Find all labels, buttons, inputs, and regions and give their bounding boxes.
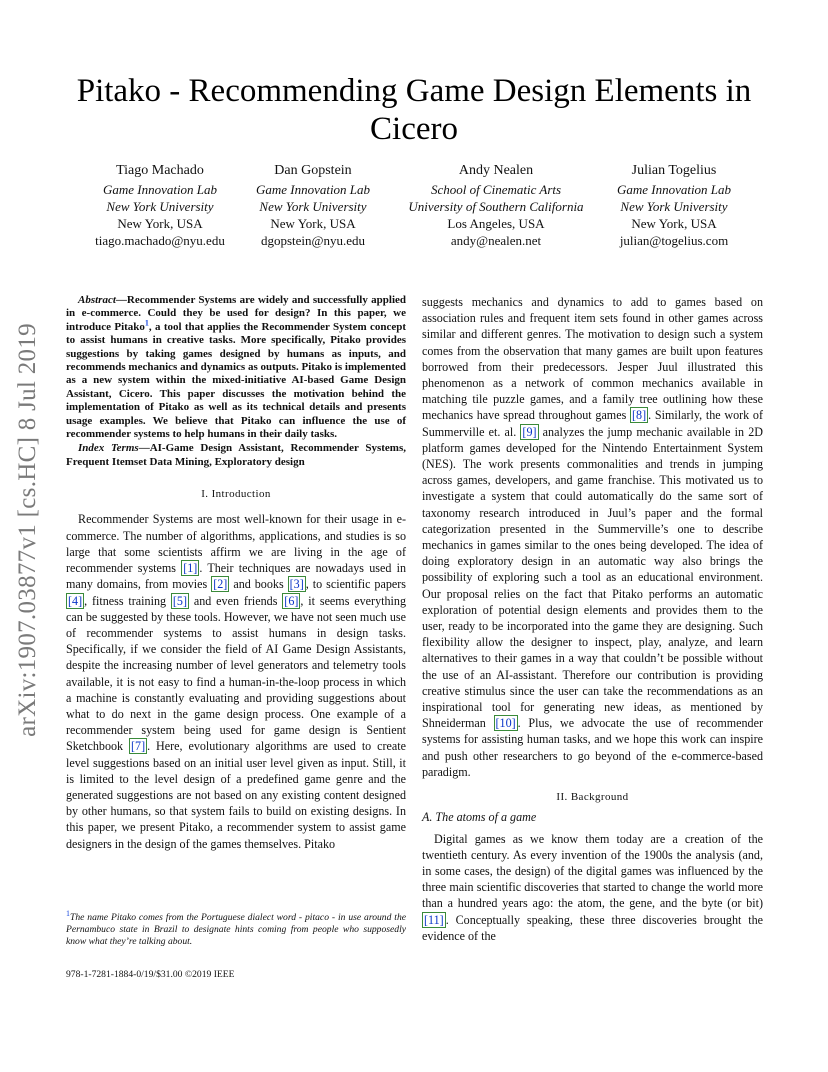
citation-link[interactable]: [1] [183,561,198,576]
paper-title: Pitako - Recommending Game Design Elements in Cicero [76,73,752,147]
index-terms [66,442,406,469]
intro-text: . Here, evolutionary algorithms are used to create level suggestions based on an initial user level given as input. Still, it is limited to the level design of a predefined game genre and the generated suggestions are not based on any existing content designed by other humans, so that system fails to build on existing designs. In this paper, we present Pitako, a recommender system to assist game designers in the design of the games themselves. Pitako [66,739,406,851]
intro-paragraph [66,511,406,851]
intro-text: , it seems everything can be suggested by these tools. However, we have not seen much use of recommender systems to assist humans in design tasks. Specifically, if we consider the field of AI Game Design Assistants, despite the increasing number of level generators and telemetry tools available, it is not easy to find a human-in-the-loop process in which a machine is constantly evaluating and providing suggestions about what to do next in the game design process. One example of a recommender system being used for game design is Sentient Sketchbook [66,593,406,754]
author-email[interactable]: julian@togelius.com [619,233,729,248]
author-affiliation: Game Innovation Lab [102,182,218,197]
author-location: New York, USA [631,216,717,231]
intro-text: . Similarly, the work of Summerville et. al. [422,408,763,439]
author-email[interactable]: tiago.machado@nyu.edu [95,233,225,248]
author-institution: New York University [259,199,367,214]
author-1 [90,162,230,249]
intro-text: and even friends [189,593,283,608]
intro-text: . Conceptually speaking, these three discoveries brought the evidence of the [422,912,763,943]
left-column [66,294,406,852]
abstract [66,294,406,441]
author-3 [396,162,596,249]
author-name: Andy Nealen [458,163,534,178]
section-heading-background: II. Background [556,791,629,804]
copyright-line: 978-1-7281-1884-0/19/$31.00 ©2019 IEEE [66,969,235,980]
citation-link[interactable]: [10] [495,716,516,731]
author-name: Tiago Machado [116,163,204,178]
intro-text: . Plus, we advocate the use of recommender systems for assisting human tasks, and we hope this work can inspire and push other researchers to go beyond of the e-commerce-based paradigm. [422,716,763,779]
footnote-text: The name Pitako comes from the Portuguese dialect word - pitaco - in use around the Pernambuco state in Brazil to designate hints coming from people who supposedly know what they’re talking about. [66,912,406,948]
author-affiliation: Game Innovation Lab [616,182,732,197]
intro-text: , to scientific papers [305,577,406,592]
intro-text: , fitness training [84,593,171,608]
author-email[interactable]: dgopstein@nyu.edu [260,233,366,248]
citation-link[interactable]: [2] [213,577,228,592]
abstract-text-b: , a tool that applies the Recommender System concept to assist humans in creative tasks. More specifically, Pitako provides suggestions by taking games designed by humans as inputs, and recommends mechanics and dynamics as outputs. Pitako is implemented as a new system within the mixed-initiative AI-based Game Design Assistant, Cicero. This paper discusses the motivation behind the implementation of Pitako as well as its technical details and presents usage examples. We believe that Pitako can influence the use of recommender systems to help humans in their daily tasks. [66,320,406,441]
footnote-marker[interactable]: 1 [144,318,149,328]
intro-text: Digital games as we know them today are a creation of the twentieth century. As every invention of the 1900s the analysis (and, in some cases, the design) of the digital games was influenced by the three main scientific discoveries that started to change the world more than a hundred years ago: the atom, the gene, and the byte (or bit) [422,831,763,911]
citation-link[interactable]: [8] [632,408,647,423]
subsection-heading: A. The atoms of a game [422,810,537,825]
author-name: Julian Togelius [631,163,717,178]
citation-link[interactable]: [9] [522,424,537,439]
intro-text: Recommender Systems are most well-known for their usage in e-commerce. The number of algorithms, applications, and studies is so large that some scientists affirm we are living in the age of recommender systems [66,512,406,576]
arxiv-identifier: arXiv:1907.03877v1 [cs.HC] 8 Jul 2019 [14,323,41,737]
index-terms-label: Index Terms [78,442,139,455]
section-heading-introduction: I. Introduction [201,488,271,501]
author-affiliation: School of Cinematic Arts [430,182,562,197]
abstract-label: Abstract [78,294,116,306]
author-2 [243,162,383,249]
intro-paragraph-continued [422,294,763,780]
author-affiliation: Game Innovation Lab [255,182,371,197]
author-institution: University of Southern California [408,199,584,214]
author-location: New York, USA [270,216,356,231]
author-email[interactable]: andy@nealen.net [450,233,542,248]
author-institution: New York University [106,199,214,214]
author-location: New York, USA [117,216,203,231]
arxiv-sidebar [8,300,48,760]
footnote [66,908,406,949]
author-name: Dan Gopstein [274,163,352,178]
citation-link[interactable]: [5] [172,593,187,608]
intro-text: and books [229,577,288,592]
citation-link[interactable]: [4] [68,593,83,608]
intro-text: suggests mechanics and dynamics to add to games based on association rules and frequent item sets found in other games across similar and different genres. The motivation to design such a system comes from the observation that many games are built upon features borrowed from their predecessors. Jesper Juul illustrated this phenomenon as a network of common mechanics available in matching tile puzzle games, and a family tree outlining how these mechanics have spread throughout games [422,295,763,423]
right-column [422,294,763,944]
author-4 [604,162,744,249]
author-institution: New York University [620,199,728,214]
background-paragraph [422,831,763,944]
author-location: Los Angeles, USA [447,216,545,231]
intro-text: analyzes the jump mechanic available in 2D platform games developed for the Nintendo Entertainment System (NES). The work presents commonalities and trends in jumping across games, developers, and game franchise. This motivated us to investigate a system that could automatically do the same sort of taxonomy research introduced in Juul’s paper and the formal categorization presented in the Summerville’s one to describe mechanics in games similar to the ones being developed. The idea of doing exploratory design in an automatic way also brings the possibility of exploring such a tool as an educational environment. Our proposal relies on the fact that Pitako performs an automatic exploration of potential design elements and provides them to the user, ready to be incorporated into the game they are designing. Such flexibility allow the designer to inspect, play, analyze, and learn alternatives to their games in a way that couldn’t be possible without the use of an AI-assistant. Therefore our contribution is providing creative stimulus since the user can take the recommendations as an inspirational tool for generating new ideas, as mentioned by Shneiderman [422,424,763,731]
citation-link[interactable]: [3] [289,577,304,592]
footnote-number: 1 [66,908,70,918]
intro-text: . Their techniques are nowadays used in many domains, from movies [66,561,406,592]
index-terms-text: —AI-Game Design Assistant, Recommender Systems, Frequent Itemset Data Mining, Exploratory design [66,442,406,468]
abstract-text-a: —Recommender Systems are widely and successfully applied in e-commerce. Could they be used for design? In this paper, we introduce Pitako [66,294,406,333]
citation-link[interactable]: [7] [131,739,146,754]
citation-link[interactable]: [11] [424,912,444,927]
citation-link[interactable]: [6] [284,593,299,608]
